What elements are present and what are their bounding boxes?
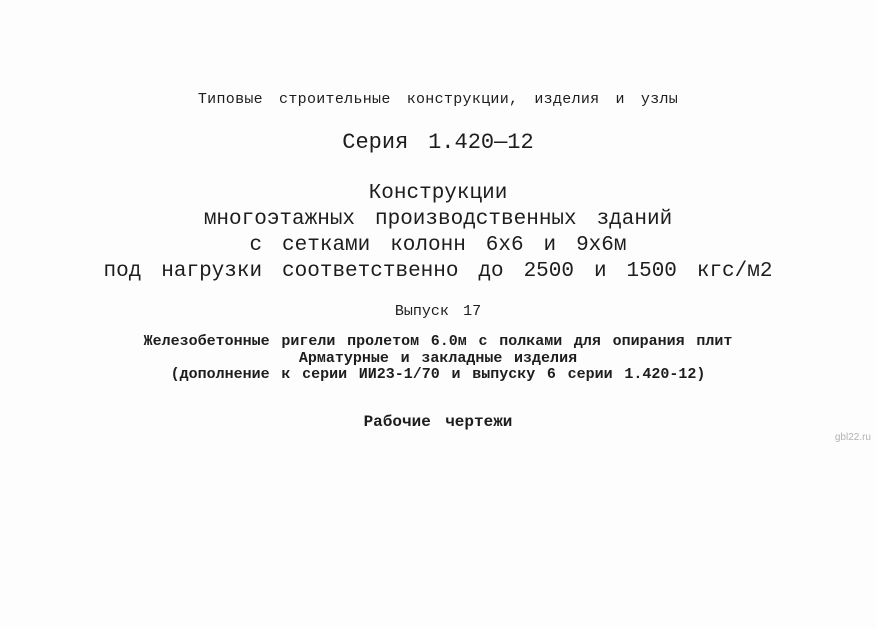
drawings-type-label: Рабочие чертежи xyxy=(363,413,513,431)
document-title xyxy=(0,181,876,285)
document-subtitle-line-1: Железобетонные ригели пролетом 6.0м с полками для опирания плит xyxy=(143,333,733,350)
document-title-line-4: под нагрузки соответственно до 2500 и 1500 кгс/м2 xyxy=(103,260,773,283)
document-title-line-1: Конструкции xyxy=(368,182,508,205)
watermark-gbl22: gbl22.ru xyxy=(834,432,871,443)
document-subtitle-line-3: (дополнение к серии ИИ23-1/70 и выпуску 6 серии 1.420-12) xyxy=(170,366,706,383)
document-category-line: Типовые строительные конструкции, изделия и узлы xyxy=(197,91,679,108)
document-subtitle-line-2: Арматурные и закладные изделия xyxy=(298,349,578,367)
document-title-line-3: с сетками колонн 6х6 и 9х6м xyxy=(249,234,627,257)
series-number: Серия 1.420—12 xyxy=(342,130,534,155)
document-title-line-2: многоэтажных производственных зданий xyxy=(203,208,673,231)
document-subtitle xyxy=(0,334,876,384)
issue-number: Выпуск 17 xyxy=(394,303,482,320)
